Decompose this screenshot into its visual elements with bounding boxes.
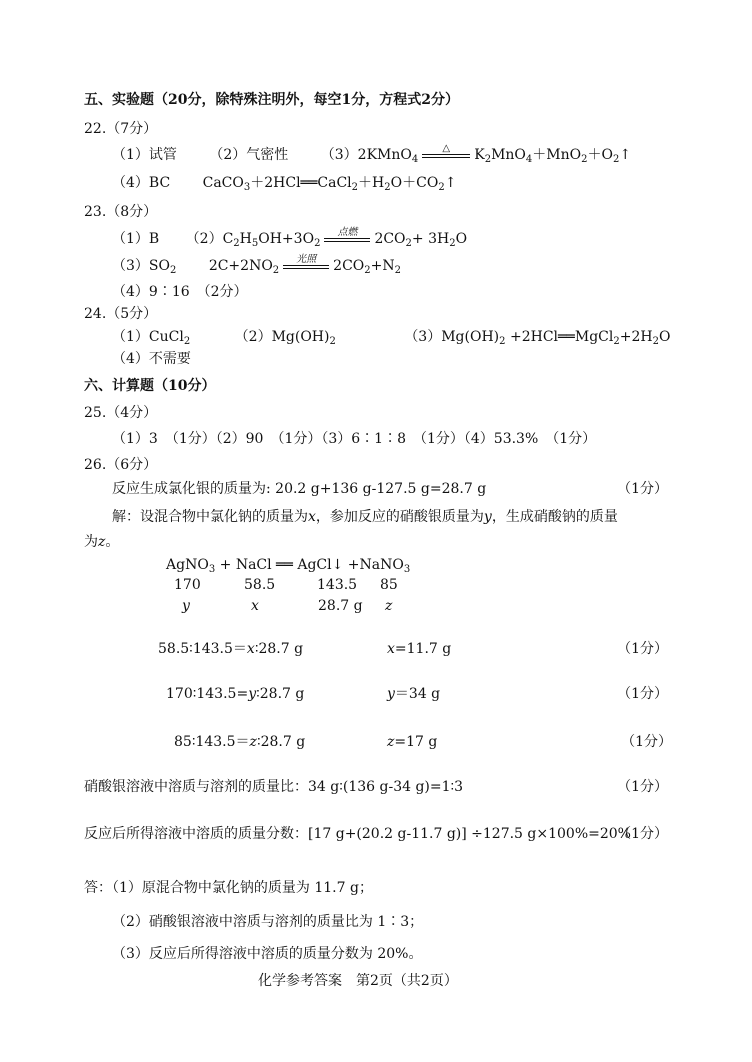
q23-a3-arrow: 光照 bbox=[283, 254, 329, 269]
page-footer: 化学参考答案 第2页（共2页） bbox=[258, 973, 458, 989]
q26-number: 26.（6分） bbox=[84, 457, 158, 473]
q26-var-z: z bbox=[385, 598, 393, 614]
q24-answer-line1 bbox=[112, 328, 670, 346]
q23-a4: （4）9∶16 （2分） bbox=[112, 284, 248, 300]
q22-a1: （1）试管 bbox=[112, 147, 177, 163]
q22-answer-line1 bbox=[112, 142, 632, 165]
q24-a4: （4）不需要 bbox=[112, 351, 191, 367]
q26-molar-mass-agno3: 170 bbox=[174, 577, 201, 593]
q22-number: 22.（7分） bbox=[84, 121, 158, 137]
q23-answer-line2 bbox=[112, 253, 402, 276]
q26-proportion-1: 58.5∶143.5＝x∶28.7 g bbox=[158, 641, 304, 657]
q22-answer-line2 bbox=[112, 174, 456, 192]
q26-result-z: z=17 g bbox=[387, 734, 438, 750]
section-5-title: 五、实验题（20分，除特殊注明外，每空1分，方程式2分） bbox=[84, 92, 459, 108]
q26-solution-intro: 解：设混合物中氯化钠的质量为x，参加反应的硝酸银质量为y，生成硝酸钠的质量 bbox=[112, 509, 618, 525]
q26-solute-solvent-ratio: 硝酸银溶液中溶质与溶剂的质量比：34 g∶(136 g-34 g)=1∶3 bbox=[84, 779, 464, 795]
q26-molar-mass-nano3: 85 bbox=[380, 577, 398, 593]
q26-score-6: （1分） bbox=[617, 826, 668, 842]
q23-a3-equation: $2C+2NO_2$ bbox=[208, 258, 280, 276]
q26-result-y: y＝34 g bbox=[387, 686, 441, 702]
q22-a4: （4）BC bbox=[112, 175, 171, 191]
q26-mass-fraction: 反应后所得溶液中溶质的质量分数：[17 g+(20.2 g-11.7 g)] ÷127.5 g×100%=20% bbox=[84, 826, 631, 842]
q26-result-x: x=11.7 g bbox=[387, 641, 452, 657]
q23-a2: $(2)C_2H_5OH+3O_2$ bbox=[185, 231, 321, 249]
q26-molar-mass-nacl: 58.5 bbox=[244, 577, 276, 593]
q25-answers: （1）3 （1分）（2）90 （1分）（3）6∶1∶8 （1分）（4）53.3% （1分） bbox=[112, 431, 597, 447]
q22-a3-arrow: △ bbox=[422, 143, 470, 158]
q23-a3: $(3)SO_2$ bbox=[112, 258, 177, 276]
q23-a2-arrow: 点燃 bbox=[324, 227, 370, 242]
q26-proportion-3: 85∶143.5＝z∶28.7 g bbox=[174, 734, 306, 750]
q26-solution-intro-cont: 为z。 bbox=[84, 534, 120, 550]
q26-answer-3: （3）反应后所得溶液中溶质的质量分数为 20%。 bbox=[112, 946, 423, 962]
q22-a3-products: $K_2MnO_4+MnO_2+O_2↑$ bbox=[474, 147, 632, 165]
q24-number: 24.（5分） bbox=[84, 306, 158, 322]
q24-a2: $(2)Mg(OH)_2$ bbox=[234, 329, 336, 347]
q23-a3-products: $2CO_2+N_2$ bbox=[333, 258, 402, 276]
q26-answer-1: 答：（1）原混合物中氯化钠的质量为 11.7 g； bbox=[84, 880, 373, 896]
q22-a4-equation: $CaCO_3+2HCl══CaCl_2+H_2O+CO_2↑$ bbox=[202, 175, 457, 193]
q26-reaction-equation: AgNO$_3$ + NaCl ══ AgCl↓ +NaNO$_3$ bbox=[166, 557, 411, 575]
q26-var-y: y bbox=[182, 598, 190, 614]
q23-a1: （1）B bbox=[112, 231, 160, 247]
q26-answer-2: （2）硝酸银溶液中溶质与溶剂的质量比为 1∶3； bbox=[112, 914, 424, 930]
q26-agcl-mass: 反应生成氯化银的质量为: 20.2 g+136 g-127.5 g=28.7 g bbox=[112, 481, 487, 497]
q26-proportion-2: 170∶143.5=y∶28.7 g bbox=[166, 686, 305, 702]
q22-a3: （3）2KMnO$_4$ bbox=[320, 147, 419, 165]
q26-score-1: （1分） bbox=[617, 481, 668, 497]
q26-var-x: x bbox=[251, 598, 259, 614]
q26-score-2: （1分） bbox=[617, 641, 668, 657]
section-6-title: 六、计算题（10分） bbox=[84, 378, 216, 394]
q26-score-3: （1分） bbox=[617, 686, 668, 702]
q24-a1: （1）CuCl$_2$ bbox=[112, 329, 191, 347]
q23-number: 23.（8分） bbox=[84, 204, 158, 220]
q26-agcl-value: 28.7 g bbox=[318, 598, 363, 614]
q23-answer-line1 bbox=[112, 226, 468, 249]
q26-score-5: （1分） bbox=[617, 779, 668, 795]
q25-number: 25.（4分） bbox=[84, 405, 158, 421]
q26-molar-mass-agcl: 143.5 bbox=[317, 577, 358, 593]
q23-a2-products: $2CO_2+ 3H_2O$ bbox=[374, 231, 468, 249]
q26-score-4: （1分） bbox=[621, 734, 672, 750]
q24-a3: $(3)Mg(OH)_2$ $+2HCl══MgCl_2+2H_2O$ bbox=[404, 329, 671, 347]
q22-a2: （2）气密性 bbox=[209, 147, 289, 163]
